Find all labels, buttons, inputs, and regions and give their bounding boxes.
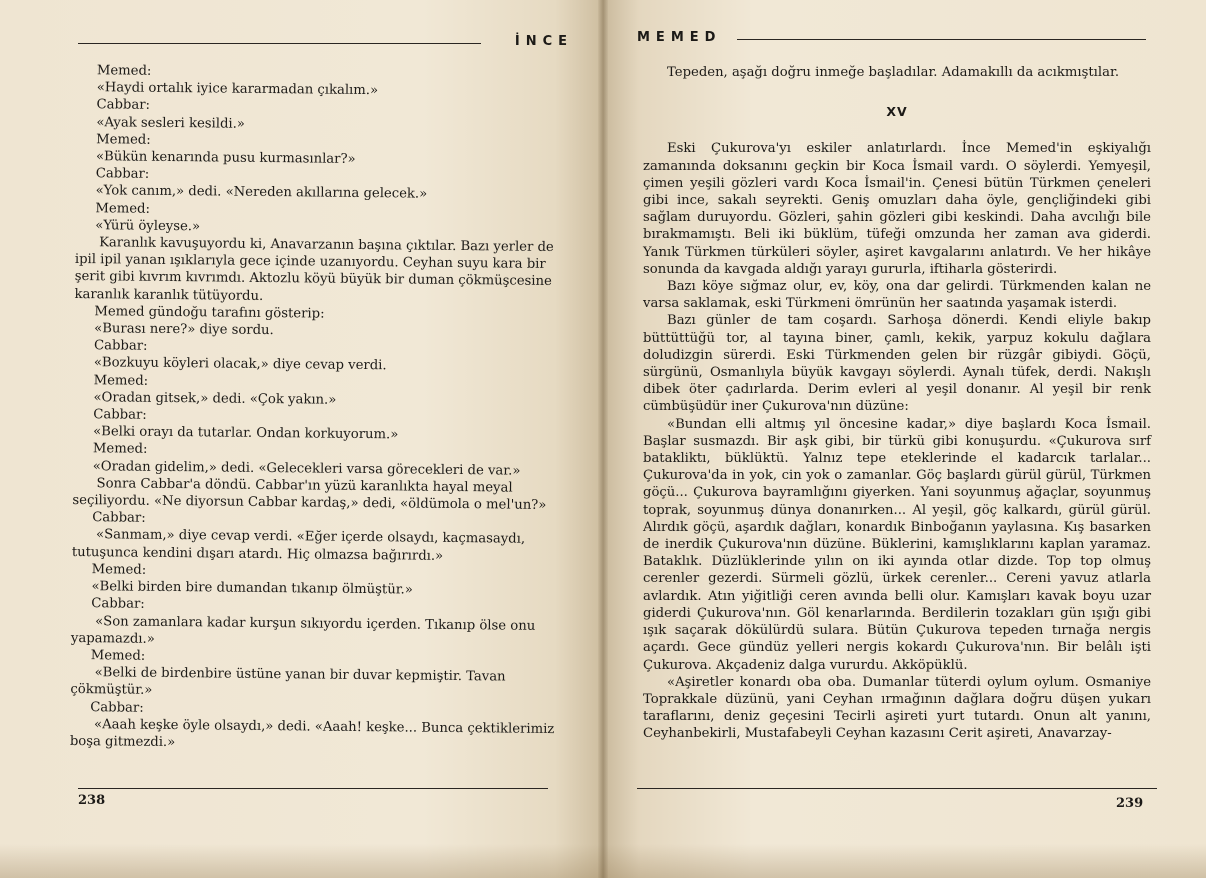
paragraph: «Bundan elli altmış yıl öncesine kadar,» diye başlardı Koca İsmail. Başlar susmazdı. Bir aşk gibi, bir türkü gibi konuşurdu. «Çukurova sırf batakliktı, büklüktü. Yalnız tepe eteklerinde el kadarcık tarlalar... Çukurova'da in yok, cin yok o zamanlar. Göç başlardı gürül gürül, Türkmen göçü... Çukurova bayramlığını giyerken. Yani soyunmuş ağaçlar, soyunmuş toprak, soyunmuş dünya donanırken... Al yeşil, göç kalkardı, gürül gürül. Alırdık göçü, aşardık dağları, konardık Binboğanın yaylasına. Kış basarken de inerdik Çukurova'nın düzüne. Büklerini, kamışlıklarını kaplan yaramaz. Bataklık. Düzlüklerinde yılın on iki ayında otlar dizde. Top top olmuş cerenler gezerdi. Sürmeli gözlü, ürkek cerenler... Cereni yavuz atlarla avlardık. Atın yiğitliği ceren avında belli olur. Kamışları kavak boyu uzar giderdi Çukurova'nın. Göl kenarlarında. Berdilerin tozakları gün ışığı gibi ışık saçarak dökülürdü sulara. Bütün Çukurova tepeden tırnağa nergis açardı. Gece gündüz yelleri nergis kokardı Çukurova'nın. Bir belâlı işti Çukurova. Akçadeniz dalga vururdu. Akköpüklü.	[643, 416, 1151, 673]
paragraph: Memed:	[92, 441, 148, 458]
page-edge-shadow	[0, 844, 603, 878]
book-gutter	[598, 0, 608, 878]
paragraph: Bazı köye sığmaz olur, ev, köy, ona dar gelirdi. Türkmenden kalan ne varsa saklamak, eski Türkmeni ömrünün her saatında yaşamak isterdi.	[643, 279, 1151, 312]
left-page-text	[70, 62, 567, 755]
paragraph: «Bozkuyu köyleri olacak,» diye cevap verdi.	[93, 355, 387, 374]
paragraph: «Oradan gidelim,» dedi. «Gelecekleri varsa görecekleri de var.»	[92, 458, 521, 479]
paragraph: «Son zamanlara kadar kurşun sıkıyordu içerden. Tıkanıp ölse onu yapamazdı.»	[70, 613, 536, 647]
paragraph: «Sanmam,» diye cevap verdi. «Eğer içerde olsaydı, kaçmasaydı, tutuşunca kendini dışarı atardı. Hiç olmazsa bağırırdı.»	[71, 527, 526, 564]
intro-paragraph: Tepeden, aşağı doğru inmeğe başladılar. Adamakıllı da acıkmıştılar.	[667, 65, 1120, 80]
paragraph: Memed:	[91, 562, 147, 578]
section-heading: XV	[886, 104, 908, 120]
paragraph: Cabbar:	[92, 510, 146, 527]
right-paragraphs	[643, 140, 1151, 742]
paragraph: «Burası nere?» diye sordu.	[94, 321, 274, 339]
paragraph: Memed:	[96, 132, 151, 148]
paragraph: Cabbar:	[96, 97, 151, 114]
page-number: 238	[78, 793, 106, 808]
paragraph: Cabbar:	[91, 596, 145, 613]
paragraph: «Yürü öyleyse.»	[95, 218, 201, 235]
paragraph: Memed:	[90, 648, 146, 664]
left-running-head	[78, 34, 573, 52]
paragraph: Cabbar:	[95, 166, 150, 182]
paragraph: Memed:	[96, 63, 152, 79]
paragraph: «Belki de birdenbire üstüne yanan bir duvar kepmiştir. Tavan çökmüştür.»	[70, 665, 506, 699]
paragraph: «Oradan gitsek,» dedi. «Çok yakın.»	[93, 390, 337, 408]
paragraph: «Belki orayı da tutarlar. Ondan korkuyorum.»	[93, 424, 399, 443]
page-edge-shadow	[603, 844, 1206, 878]
paragraph: «Aşiretler konardı oba oba. Dumanlar tüterdi oylum oylum. Osmaniye Toprakkale düzünü, yani Ceyhan ırmağının dağlara doğru düşen yukarı taraflarını, deniz geçesini Tecirli aşireti yurt tutardı. Onun alt yanını, Ceyhanbekirli, Mustafabeyli Ceyhan kazasını Cerit aşireti, Anavarzay-	[643, 674, 1151, 742]
paragraph: «Haydi ortalık iyice kararmadan çıkalım.»	[96, 80, 379, 99]
paragraph: Karanlık kavuşuyordu ki, Anavarzanın başına çıktılar. Bazı yerler de ipil ipil yanan ışıklarıyla gece içinde uzanıyordu. Ceyhan suyu kara bir şerit gibi kıvrım kıvrımdı. Aktozlu köyü büyük bir duman çökmüşcesine karanlık karanlık tütüyordu.	[74, 235, 554, 304]
paragraph: Memed gündoğu tarafını gösterip:	[94, 304, 325, 322]
header-rule	[737, 39, 1146, 40]
paragraph: «Aaah keşke öyle olsaydı,» dedi. «Aaah! keşke... Bunca çektiklerimiz boşa gitmezdi.»	[69, 716, 555, 750]
paragraph: Cabbar:	[93, 338, 148, 355]
paragraph: «Ayak sesleri kesildi.»	[96, 114, 245, 132]
paragraph: Cabbar:	[93, 407, 147, 423]
page-number: 239	[1116, 796, 1144, 811]
running-head-title: İNCE	[514, 34, 573, 49]
paragraph: Memed:	[95, 200, 151, 217]
running-head-title: MEMED	[637, 30, 722, 45]
paragraph: «Belki birden bire dumandan tıkanıp ölmüştür.»	[91, 579, 413, 598]
paragraph: Bazı günler de tam coşardı. Sarhoşa dönerdi. Kendi eliyle bakıp büttüttüğü tor, al tayına biner, çamlı, kekik, yarpuz kokulu dağlara doludizgin sürerdi. Eski Türkmenden gelen bir rüzgâr gibiydi. Göçü, sürgünü, Osmanlıyla büyük kavgayı söylerdi. Aynalı tüfek, derdi. Nakışlı dibek öter çadırlarda. Derim evleri al yeşil donanır. Al yeşil bir renk cümbüşüdür iner Çukurova'nın düzüne:	[643, 313, 1151, 415]
paragraph: Eski Çukurova'yı eskiler anlatırlardı. İnce Memed'in eşkiyalığı zamanında doksanını geçkin bir Koca İsmail vardı. O söylerdi. Yemyeşil, çimen yeşili gözleri vardı Koca İsmail'in. Çenesi bütün Türkmen çeneleri gibi ince, sakalı seyrekti. Geniş omuzları daha öyle, gençliğindeki gibi sağlam duruyordu. Gözleri, şahin gözleri gibi keskindi. Daha avcılığı bile bırakmamıştı. Beli iki büklüm, tüfeği omzunda her zaman ava giderdi. Yanık Türkmen türküleri söyler, aşiret kavgalarını anlatırdı. Ve her hikâye sonunda da kavgada aldığı yarayı gururla, iftiharla gösterirdi.	[643, 141, 1151, 277]
paragraph: Memed:	[93, 372, 149, 389]
right-page	[603, 0, 1206, 878]
header-rule	[78, 43, 481, 44]
footer-rule	[637, 788, 1157, 789]
paragraph: Cabbar:	[90, 699, 144, 716]
right-page-text	[643, 64, 1151, 743]
paragraph: «Yok canım,» dedi. «Nereden akıllarına gelecek.»	[95, 183, 428, 203]
paragraph: Sonra Cabbar'a döndü. Cabbar'ın yüzü karanlıkta hayal meyal seçiliyordu. «Ne diyorsun Cabbar kardaş,» dedi, «öldümola o mel'un?»	[72, 476, 547, 514]
right-running-head	[637, 30, 1146, 48]
footer-rule	[78, 788, 548, 789]
paragraph: «Bükün kenarında pusu kurmasınlar?»	[95, 149, 356, 167]
